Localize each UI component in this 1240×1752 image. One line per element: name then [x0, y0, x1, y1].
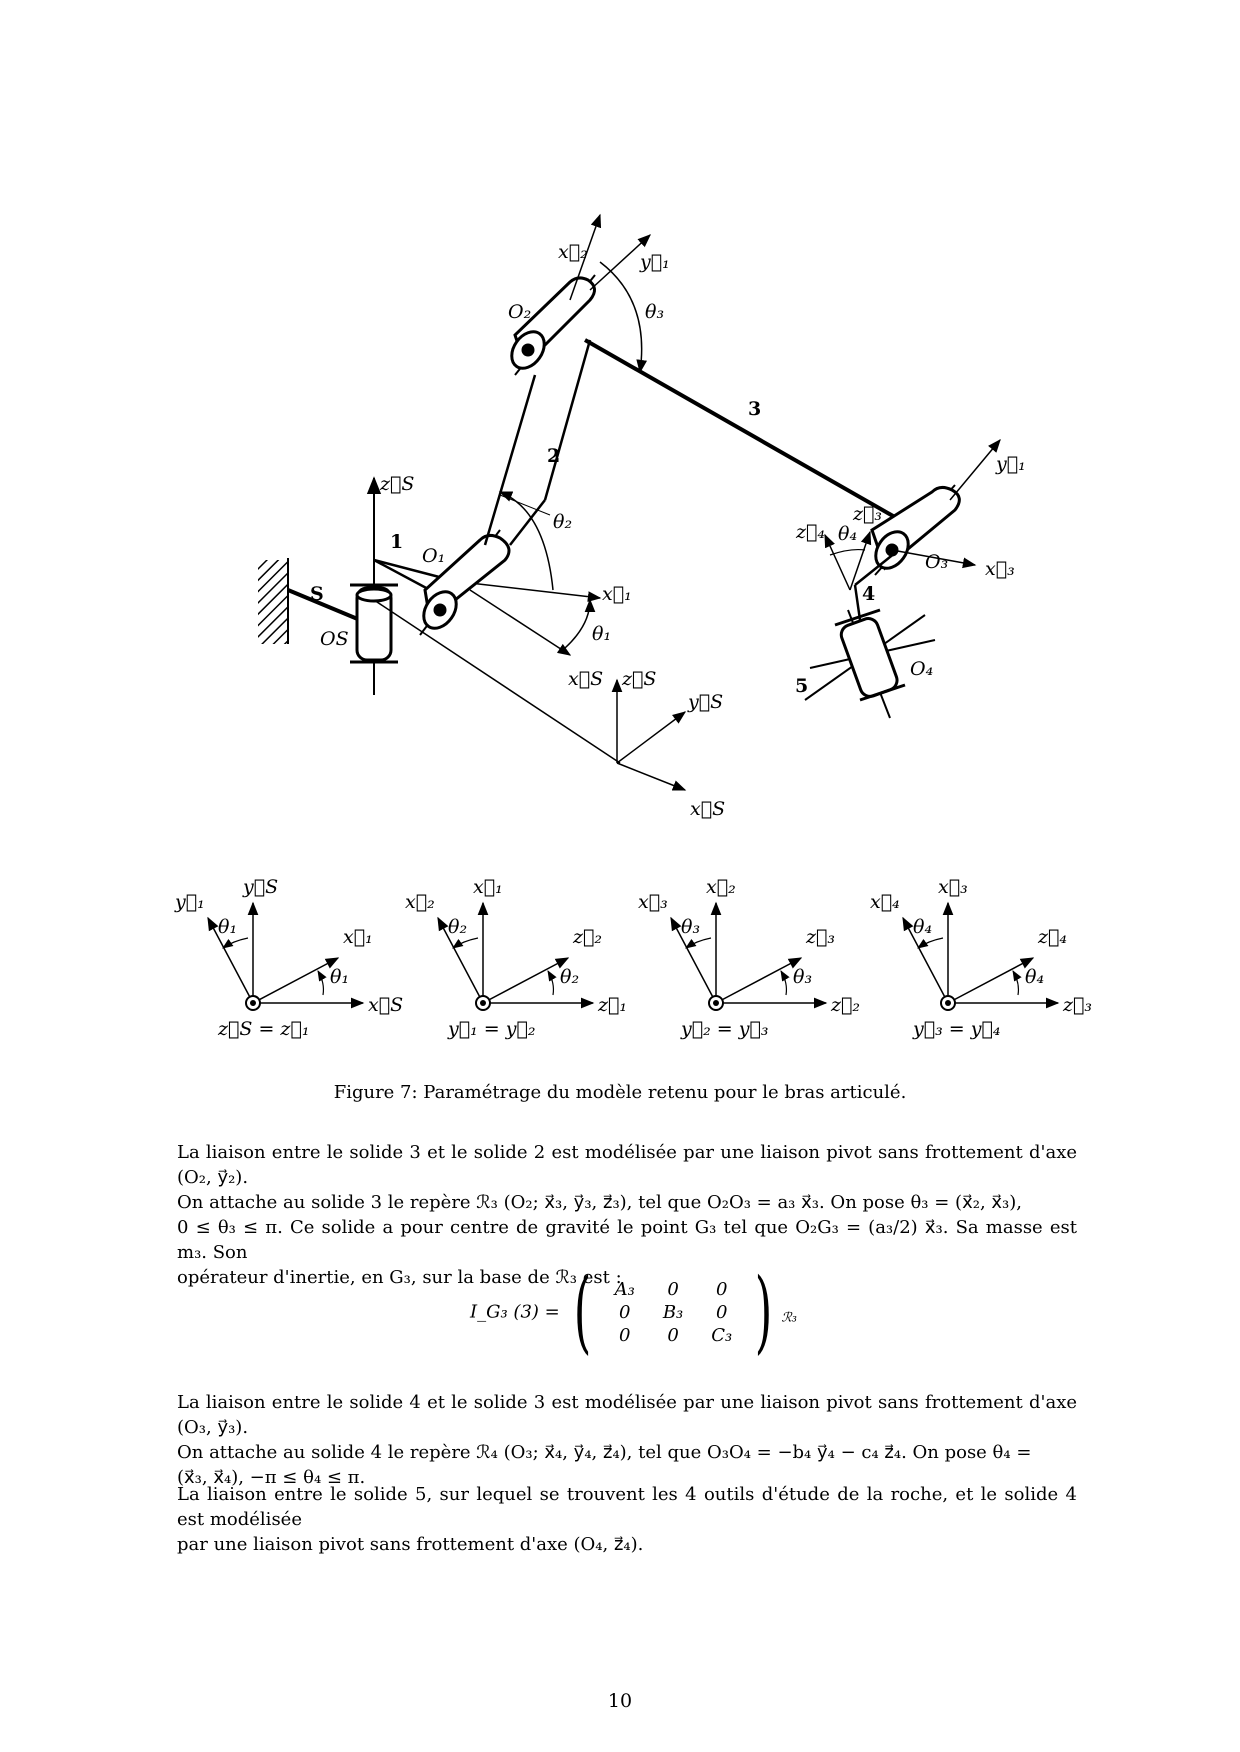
frame-label-angle-top: θ₁ [218, 916, 238, 938]
matrix-cell: 0 [716, 1301, 728, 1323]
label-zs-left: z⃗S [380, 473, 415, 495]
para1-line4: opérateur d'inertie, en G₃, sur la base de ℛ₃ est : [177, 1267, 622, 1288]
frame-origin-dot [250, 1000, 256, 1006]
label-num2: 2 [547, 445, 561, 467]
label-z3: z⃗₃ [853, 503, 883, 525]
frame-axis-rotated-horizontal [483, 958, 568, 1003]
frame-angle-arc-top [686, 938, 711, 948]
frame-label-angle-right: θ₄ [1025, 966, 1045, 988]
frame-angle-arc-top [918, 938, 943, 948]
paragraph-solid5 [177, 1482, 1077, 1557]
para2-line1: La liaison entre le solide 4 et le solide 3 est modélisée par une liaison pivot sans frottement d'axe (O₃, y⃗₃). [177, 1392, 1077, 1438]
frame-angle-arc-top [453, 938, 478, 948]
matrix-lhs: I_G₃ (3) = [470, 1301, 560, 1323]
cylinder-os [350, 565, 398, 695]
frame-label-horizontal: z⃗₂ [831, 994, 861, 1016]
frame-label-angle-right: θ₁ [330, 966, 350, 988]
frame-label-rotated-horizontal: x⃗₁ [343, 926, 373, 948]
rotation-frames [174, 876, 1092, 1040]
frame-label-vertical: x⃗₁ [473, 876, 503, 898]
frame-label-vertical: x⃗₃ [938, 876, 968, 898]
y1-axis-right [950, 440, 1000, 500]
para1-line3: 0 ≤ θ₃ ≤ π. Ce solide a pour centre de gravité le point G₃ tel que O₂G₃ = (a₃/2) x⃗₃. Sa masse est m₃. Son [177, 1217, 1077, 1263]
frame-label-rotated-vertical: x⃗₂ [405, 891, 435, 913]
label-O1: O₁ [422, 545, 446, 567]
frame-label-foot: y⃗₁ = y⃗₂ [448, 1018, 536, 1040]
para3-line2: par une liaison pivot sans frottement d'axe (O₄, z⃗₄). [177, 1534, 644, 1555]
frame-label-rotated-horizontal: z⃗₂ [573, 926, 603, 948]
para3-line1: La liaison entre le solide 5, sur lequel se trouvent les 4 outils d'étude de la roche, et le solide 4 est modélisée [177, 1484, 1077, 1530]
matrix-cell: B₃ [662, 1301, 684, 1323]
para1-line1: La liaison entre le solide 3 et le solide 2 est modélisée par une liaison pivot sans frottement d'axe (O₂, y⃗₂). [177, 1142, 1077, 1188]
label-theta4: θ₄ [838, 523, 858, 545]
matrix-basis: ℛ₃ [781, 1310, 797, 1326]
ground-hatch [258, 560, 288, 644]
frame-origin-dot [945, 1000, 951, 1006]
label-x1: x⃗₁ [602, 583, 632, 605]
frame-label-rotated-horizontal: z⃗₃ [806, 926, 836, 948]
label-zs-mid: z⃗S [622, 668, 657, 690]
theta2-arc [500, 492, 553, 590]
paragraph-solid3 [177, 1140, 1077, 1290]
matrix-cell: 0 [716, 1278, 728, 1300]
matrix-cell: 0 [618, 1301, 631, 1323]
matrix-cell: A₃ [614, 1278, 635, 1300]
frame-axis-rotated-horizontal [948, 958, 1033, 1003]
label-ys-mid: y⃗S [688, 691, 724, 713]
matrix-cell: 0 [667, 1324, 679, 1346]
label-O4: O₄ [910, 658, 934, 680]
label-theta1: θ₁ [592, 623, 612, 645]
xs-axis-short [470, 590, 570, 655]
label-xs-mid: x⃗S [568, 668, 604, 690]
label-O3: O₃ [925, 551, 949, 573]
link-2 [485, 340, 590, 545]
label-num3: 3 [748, 398, 762, 420]
matrix-cell: 0 [667, 1278, 679, 1300]
ref-ys [617, 712, 685, 763]
theta4-arc [830, 550, 865, 555]
figure-caption: Figure 7: Paramétrage du modèle retenu pour le bras articulé. [333, 1082, 907, 1103]
frame-angle-arc-right [318, 971, 323, 995]
page-number: 10 [607, 1690, 633, 1712]
label-OS: OS [320, 628, 349, 650]
label-z4: z⃗₄ [796, 521, 826, 543]
para2-line2: On attache au solide 4 le repère ℛ₄ (O₃; x⃗₄, y⃗₄, z⃗₄), tel que O₃O₄ = −b₄ y⃗₄ − c₄ z⃗₄. On pose θ₄ = [177, 1442, 1032, 1463]
x1-axis [470, 583, 600, 598]
frame-label-rotated-vertical: x⃗₄ [870, 891, 900, 913]
label-O2: O₂ [508, 301, 532, 323]
frame-origin-dot [713, 1000, 719, 1006]
frame-label-foot: y⃗₂ = y⃗₃ [681, 1018, 769, 1040]
frame-label-angle-top: θ₃ [681, 916, 701, 938]
matrix-close-paren: ) [755, 1259, 773, 1364]
matrix-cell: C₃ [711, 1324, 733, 1346]
frame-label-rotated-vertical: y⃗₁ [175, 891, 205, 913]
label-num1: 1 [390, 531, 404, 553]
label-num5: 5 [795, 675, 809, 697]
theta3-arc [600, 262, 642, 372]
matrix-cell: 0 [618, 1324, 631, 1346]
frame-label-horizontal: z⃗₁ [598, 994, 628, 1016]
label-x3: x⃗₃ [985, 558, 1015, 580]
frame-axis-rotated-horizontal [253, 958, 338, 1003]
link-4b [855, 585, 860, 620]
label-num4: 4 [862, 583, 876, 605]
frame-angle-arc-top [223, 938, 248, 948]
inertia-matrix [470, 1259, 797, 1364]
frame-label-foot: z⃗S = z⃗₁ [218, 1018, 310, 1040]
frame-label-angle-right: θ₂ [560, 966, 580, 988]
frame-angle-arc-right [548, 971, 553, 995]
label-x2-top: x⃗₂ [558, 241, 588, 263]
para2-line3: (x⃗₃, x⃗₄), −π ≤ θ₄ ≤ π. [177, 1467, 366, 1488]
ref-xs [617, 763, 685, 790]
frame-label-rotated-vertical: x⃗₃ [638, 891, 668, 913]
theta1-arc [565, 600, 590, 648]
frame-label-angle-right: θ₃ [793, 966, 813, 988]
frame-label-horizontal: x⃗S [368, 994, 404, 1016]
frame-label-foot: y⃗₃ = y⃗₄ [913, 1018, 1001, 1040]
frame-label-vertical: x⃗₂ [706, 876, 736, 898]
frame-origin-dot [480, 1000, 486, 1006]
frame-axis-rotated-horizontal [716, 958, 801, 1003]
frame-label-vertical: y⃗S [243, 876, 279, 898]
label-y1-right: y⃗₁ [996, 453, 1026, 475]
label-S: S [310, 583, 324, 605]
matrix-table [601, 1278, 747, 1347]
label-xs-bottom: x⃗S [690, 798, 726, 820]
frame-angle-arc-right [1013, 971, 1018, 995]
link-3 [585, 340, 900, 520]
paragraph-solid4 [177, 1390, 1077, 1490]
cylinder-o2 [505, 275, 595, 375]
frame-label-rotated-horizontal: z⃗₄ [1038, 926, 1068, 948]
para1-line2: On attache au solide 3 le repère ℛ₃ (O₂; x⃗₃, y⃗₃, z⃗₃), tel que O₂O₃ = a₃ x⃗₃. On pose θ₃ = (x⃗₂, x⃗₃), [177, 1192, 1022, 1213]
frame-label-horizontal: z⃗₃ [1063, 994, 1093, 1016]
matrix-open-paren: ( [574, 1259, 592, 1364]
label-y1-top: y⃗₁ [640, 251, 670, 273]
label-theta2: θ₂ [553, 511, 573, 533]
frame-label-angle-top: θ₂ [448, 916, 468, 938]
frame-label-angle-top: θ₄ [913, 916, 933, 938]
label-theta3-top: θ₃ [645, 301, 665, 323]
frame-angle-arc-right [781, 971, 786, 995]
link-s [288, 590, 360, 620]
